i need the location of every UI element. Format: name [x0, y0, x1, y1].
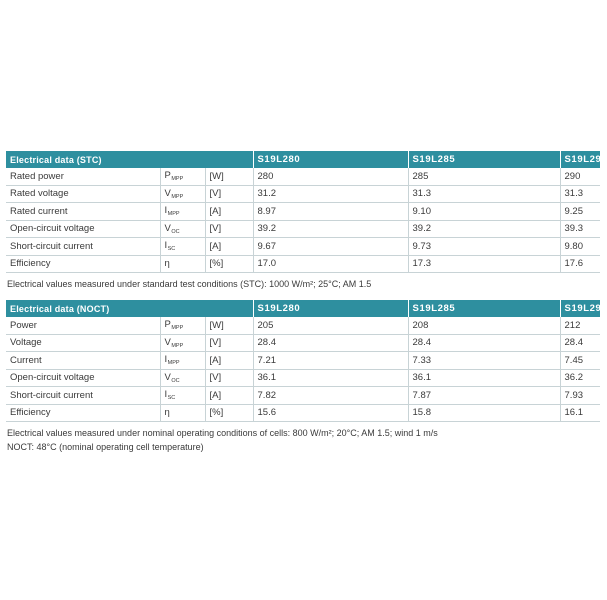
- unit-label: [V]: [205, 220, 253, 238]
- value-cell: 39.3: [560, 220, 600, 238]
- value-cell: 17.3: [408, 255, 560, 273]
- value-cell: 290: [560, 168, 600, 185]
- parameter-symbol: [160, 387, 205, 405]
- parameter-label: Efficiency: [6, 255, 160, 273]
- value-cell: 31.3: [560, 185, 600, 203]
- value-cell: 9.10: [408, 203, 560, 221]
- value-cell: 9.67: [253, 238, 408, 256]
- stc-table: [6, 151, 607, 273]
- parameter-label: Efficiency: [6, 404, 160, 422]
- unit-label: [A]: [205, 238, 253, 256]
- symbol-letter: V: [164, 222, 171, 234]
- parameter-label: Rated power: [6, 168, 160, 185]
- table-row: [6, 220, 600, 238]
- symbol-subscript: MPP: [171, 342, 184, 349]
- symbol-letter: V: [164, 187, 171, 199]
- symbol-subscript: OC: [171, 377, 180, 384]
- symbol-subscript: MPP: [167, 360, 180, 367]
- value-cell: 285: [408, 168, 560, 185]
- symbol-subscript: MPP: [171, 193, 184, 200]
- noct-header-row: [6, 300, 600, 317]
- value-cell: 16.1: [560, 404, 600, 422]
- symbol-letter: η: [164, 407, 170, 419]
- value-cell: 39.2: [408, 220, 560, 238]
- parameter-symbol: [160, 185, 205, 203]
- unit-label: [A]: [205, 352, 253, 370]
- parameter-symbol: [160, 352, 205, 370]
- value-cell: 212: [560, 317, 600, 334]
- symbol-subscript: MPP: [167, 211, 180, 218]
- unit-label: [W]: [205, 317, 253, 334]
- symbol-subscript: MPP: [171, 325, 184, 332]
- value-cell: 36.1: [253, 369, 408, 387]
- noct-footnote: Electrical values measured under nominal operating conditions of cells: 800 W/m²; 20°C; AM 1.5; wind 1 m/s: [7, 428, 438, 438]
- stc-header-row: [6, 151, 600, 168]
- value-cell: 7.87: [408, 387, 560, 405]
- value-cell: 17.0: [253, 255, 408, 273]
- symbol-letter: η: [164, 258, 170, 270]
- parameter-label: Rated voltage: [6, 185, 160, 203]
- value-cell: 17.6: [560, 255, 600, 273]
- parameter-symbol: [160, 255, 205, 273]
- table-row: [6, 352, 600, 370]
- value-cell: 208: [408, 317, 560, 334]
- parameter-label: Short-circuit current: [6, 387, 160, 405]
- unit-label: [%]: [205, 255, 253, 273]
- unit-label: [V]: [205, 369, 253, 387]
- symbol-letter: I: [164, 389, 168, 401]
- symbol-letter: I: [164, 205, 168, 217]
- parameter-symbol: [160, 334, 205, 352]
- symbol-letter: I: [164, 240, 168, 252]
- parameter-symbol: [160, 369, 205, 387]
- table-row: [6, 238, 600, 256]
- value-cell: 7.33: [408, 352, 560, 370]
- value-cell: 205: [253, 317, 408, 334]
- parameter-label: Open-circuit voltage: [6, 220, 160, 238]
- parameter-symbol: [160, 203, 205, 221]
- value-cell: 15.8: [408, 404, 560, 422]
- noct-definition: NOCT: 48°C (nominal operating cell temperature): [7, 442, 204, 452]
- value-cell: 9.73: [408, 238, 560, 256]
- parameter-symbol: [160, 168, 205, 185]
- model-header: S19L285: [408, 151, 560, 168]
- value-cell: 28.4: [408, 334, 560, 352]
- value-cell: 7.93: [560, 387, 600, 405]
- table-row: [6, 317, 600, 334]
- parameter-symbol: [160, 238, 205, 256]
- unit-label: [A]: [205, 203, 253, 221]
- value-cell: 280: [253, 168, 408, 185]
- symbol-letter: I: [164, 354, 168, 366]
- table-row: [6, 334, 600, 352]
- table-row: [6, 404, 600, 422]
- unit-label: [%]: [205, 404, 253, 422]
- symbol-letter: P: [164, 319, 171, 331]
- value-cell: 31.3: [408, 185, 560, 203]
- unit-label: [A]: [205, 387, 253, 405]
- unit-label: [W]: [205, 168, 253, 185]
- parameter-symbol: [160, 317, 205, 334]
- value-cell: 7.45: [560, 352, 600, 370]
- symbol-subscript: SC: [167, 395, 176, 402]
- symbol-subscript: MPP: [171, 176, 184, 183]
- noct-table: [6, 300, 607, 422]
- parameter-symbol: [160, 220, 205, 238]
- parameter-label: Short-circuit current: [6, 238, 160, 256]
- model-header: S19L280: [253, 151, 408, 168]
- table-row: [6, 185, 600, 203]
- symbol-letter: P: [164, 170, 171, 182]
- value-cell: 39.2: [253, 220, 408, 238]
- value-cell: 9.80: [560, 238, 600, 256]
- value-cell: 28.4: [560, 334, 600, 352]
- value-cell: 9.25: [560, 203, 600, 221]
- symbol-letter: V: [164, 336, 171, 348]
- table-row: [6, 203, 600, 221]
- value-cell: 7.82: [253, 387, 408, 405]
- stc-footnote: Electrical values measured under standard test conditions (STC): 1000 W/m²; 25°C; AM 1.5: [7, 279, 372, 289]
- parameter-label: Current: [6, 352, 160, 370]
- model-header: S19L290: [560, 300, 600, 317]
- value-cell: 28.4: [253, 334, 408, 352]
- table-row: [6, 387, 600, 405]
- symbol-letter: V: [164, 371, 171, 383]
- value-cell: 15.6: [253, 404, 408, 422]
- model-header: S19L290: [560, 151, 600, 168]
- symbol-subscript: SC: [167, 246, 176, 253]
- datasheet: [6, 151, 607, 454]
- value-cell: 36.1: [408, 369, 560, 387]
- parameter-label: Voltage: [6, 334, 160, 352]
- noct-section-title: Electrical data (NOCT): [6, 300, 253, 317]
- parameter-label: Power: [6, 317, 160, 334]
- value-cell: 8.97: [253, 203, 408, 221]
- parameter-symbol: [160, 404, 205, 422]
- table-row: [6, 369, 600, 387]
- symbol-subscript: OC: [171, 228, 180, 235]
- table-row: [6, 255, 600, 273]
- value-cell: 31.2: [253, 185, 408, 203]
- parameter-label: Rated current: [6, 203, 160, 221]
- parameter-label: Open-circuit voltage: [6, 369, 160, 387]
- model-header: S19L280: [253, 300, 408, 317]
- stc-section-title: Electrical data (STC): [6, 151, 253, 168]
- model-header: S19L285: [408, 300, 560, 317]
- table-row: [6, 168, 600, 185]
- unit-label: [V]: [205, 185, 253, 203]
- value-cell: 36.2: [560, 369, 600, 387]
- value-cell: 7.21: [253, 352, 408, 370]
- unit-label: [V]: [205, 334, 253, 352]
